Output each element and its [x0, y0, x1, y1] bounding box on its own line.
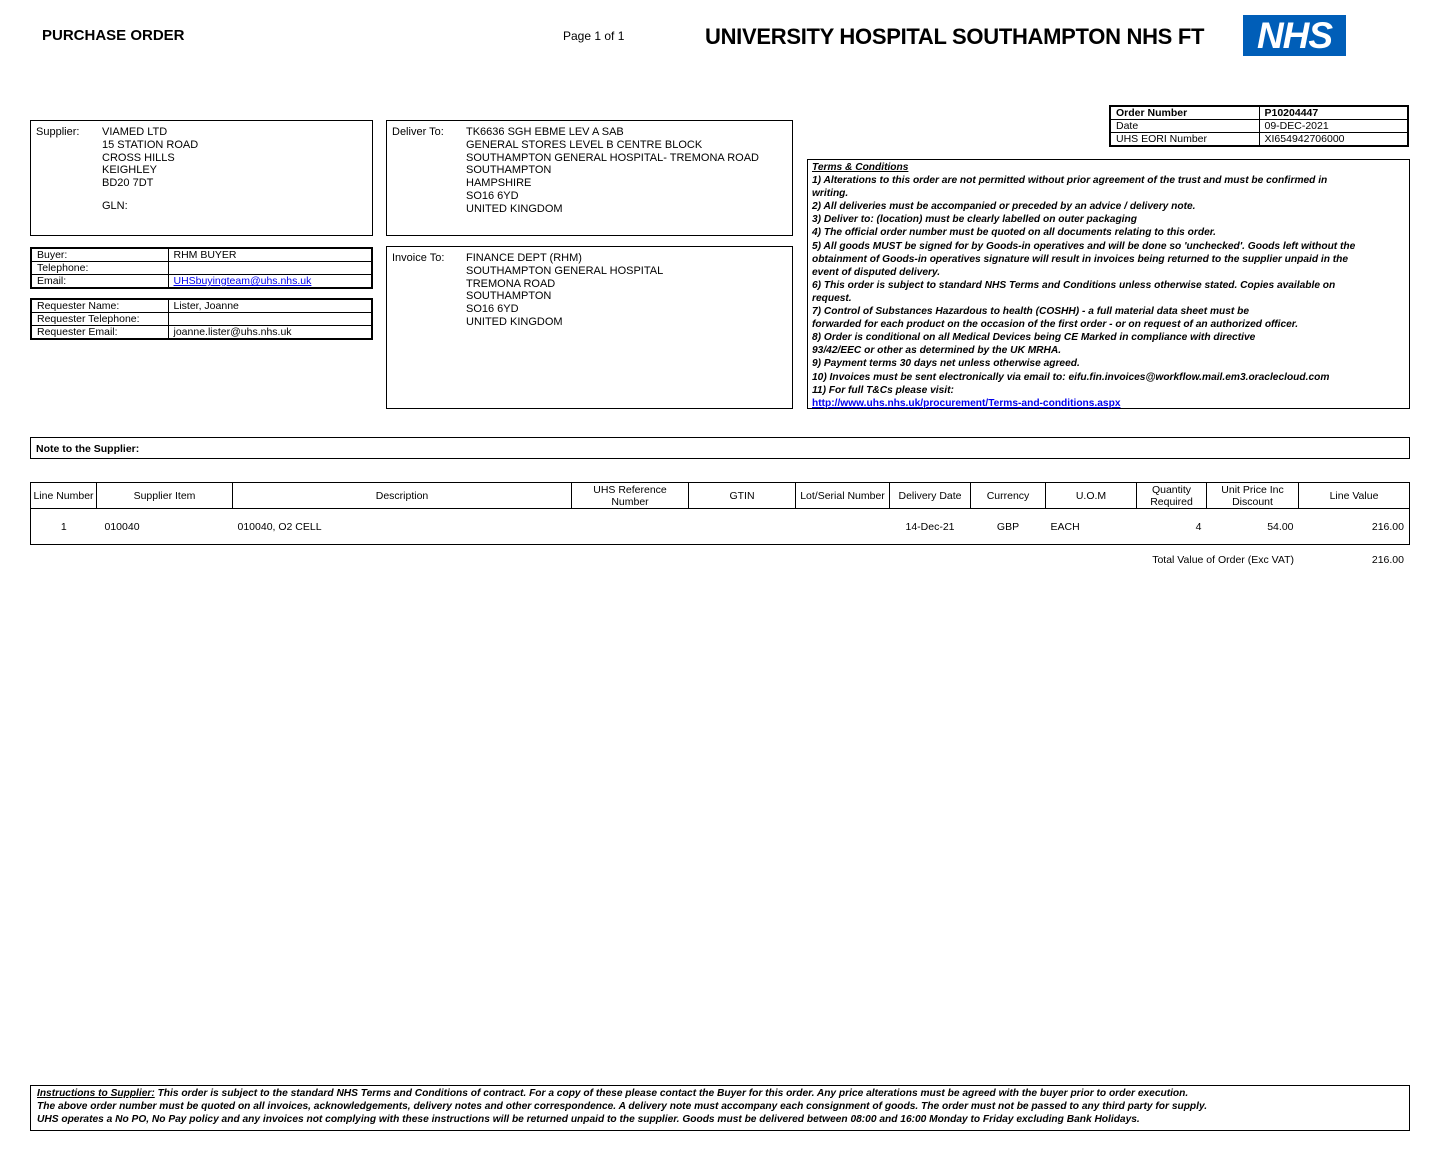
supplier-box — [30, 120, 373, 236]
terms-line: 6) This order is subject to standard NHS Terms and Conditions unless otherwise stated. Copies available on — [812, 279, 1336, 291]
col-quantity: Quantity Required — [1137, 483, 1207, 509]
col-unit-price: Unit Price Inc Discount — [1207, 483, 1299, 509]
eori-value: XI654942706000 — [1259, 133, 1408, 147]
address-line: HAMPSHIRE — [466, 177, 532, 190]
terms-title: Terms & Conditions — [812, 162, 909, 173]
terms-line: 7) Control of Substances Hazardous to health (COSHH) - a full material data sheet must be — [812, 306, 1249, 318]
document-title: PURCHASE ORDER — [42, 27, 185, 44]
address-line: TK6636 SGH EBME LEV A SAB — [466, 126, 624, 138]
col-supplier-item: Supplier Item — [97, 483, 233, 509]
invoice-to-box — [386, 246, 793, 409]
requester-table — [30, 298, 373, 340]
cell-quantity: 4 — [1195, 520, 1202, 533]
supplier-address — [102, 126, 198, 190]
note-to-supplier-box — [30, 437, 1410, 459]
address-line: 15 STATION ROAD — [102, 138, 199, 151]
col-delivery-date: Delivery Date — [890, 483, 971, 509]
address-line: GENERAL STORES LEVEL B CENTRE BLOCK — [466, 138, 703, 151]
invoice-to-address — [466, 252, 663, 329]
terms-line: 11) For full T&Cs please visit: — [812, 384, 954, 396]
terms-link[interactable]: http://www.uhs.nhs.uk/procurement/Terms-and-conditions.aspx — [812, 397, 1121, 409]
terms-line: obtainment of Goods-in operatives signature will result in invoices being returned to the supplier unpaid in the — [812, 253, 1349, 265]
page-number: Page 1 of 1 — [563, 29, 625, 43]
requester-email-value: joanne.lister@uhs.nhs.uk — [168, 326, 372, 340]
supplier-label: Supplier: — [36, 126, 80, 138]
date-label: Date — [1110, 120, 1259, 133]
address-line: SOUTHAMPTON — [466, 290, 552, 303]
col-uhs-reference: UHS Reference Number — [572, 483, 689, 509]
address-line: VIAMED LTD — [102, 126, 168, 138]
email-label: Email: — [31, 275, 168, 289]
col-gtin: GTIN — [689, 483, 796, 509]
buyer-email-link[interactable]: UHSbuyingteam@uhs.nhs.uk — [173, 275, 312, 287]
address-line: UNITED KINGDOM — [466, 315, 563, 328]
cell-lot-serial — [796, 509, 890, 545]
order-number-label: Order Number — [1110, 106, 1259, 120]
date-value: 09-DEC-2021 — [1259, 120, 1408, 133]
col-lot-serial: Lot/Serial Number — [796, 483, 890, 509]
cell-delivery-date: 14-Dec-21 — [905, 520, 955, 533]
deliver-to-label: Deliver To: — [392, 126, 444, 138]
terms-line: 10) Invoices must be sent electronically via email to: eifu.fin.invoices@workflow.mail.em3.oraclecloud.com — [812, 371, 1330, 383]
address-line: UNITED KINGDOM — [466, 202, 563, 215]
nhs-logo: NHS — [1243, 15, 1346, 56]
terms-line: writing. — [812, 188, 849, 200]
terms-line: request. — [812, 292, 852, 304]
address-line: CROSS HILLS — [102, 151, 175, 164]
terms-line: 2) All deliveries must be accompanied or preceded by an advice / delivery note. — [812, 201, 1196, 213]
requester-telephone-value — [168, 313, 372, 326]
deliver-to-address — [466, 126, 759, 216]
order-number-value: P10204447 — [1259, 106, 1408, 120]
terms-line: 1) Alterations to this order are not permitted without prior agreement of the trust and must be confirmed in — [812, 175, 1328, 187]
date-row — [1110, 120, 1408, 133]
organisation-name: UNIVERSITY HOSPITAL SOUTHAMPTON NHS FT — [705, 24, 1205, 49]
terms-line: 3) Deliver to: (location) must be clearly labelled on outer packaging — [812, 214, 1137, 226]
terms-box — [807, 159, 1410, 409]
terms-line: 93/42/EEC or other as determined by the UK MRHA. — [812, 345, 1062, 357]
requester-telephone-label: Requester Telephone: — [31, 313, 168, 326]
total-value: 216.00 — [1371, 554, 1404, 566]
address-line: SOUTHAMPTON GENERAL HOSPITAL — [466, 264, 664, 277]
address-line: FINANCE DEPT (RHM) — [466, 252, 582, 264]
instructions-line: This order is subject to the standard NHS Terms and Conditions of contract. For a copy of these please contact the Buyer for this order. Any price alterations must be agreed with the buyer prior to order execution. — [154, 1088, 1189, 1099]
supplier-instructions-box — [30, 1085, 1410, 1131]
cell-uom: EACH — [1050, 520, 1080, 533]
col-uom: U.O.M — [1046, 483, 1137, 509]
address-line: SOUTHAMPTON — [466, 164, 552, 177]
instructions-line: UHS operates a No PO, No Pay policy and any invoices not complying with these instructions will be returned unpaid to the supplier. Goods must be delivered between 08:00 and 16:00 Monday to Friday excluding Bank Holidays. — [37, 1114, 1140, 1125]
order-number-row — [1110, 106, 1408, 120]
terms-line: event of disputed delivery. — [812, 266, 941, 278]
instructions-heading: Instructions to Supplier: — [37, 1088, 155, 1099]
col-currency: Currency — [971, 483, 1046, 509]
address-line: SOUTHAMPTON GENERAL HOSPITAL- TREMONA ROAD — [466, 151, 759, 164]
eori-row — [1110, 133, 1408, 147]
address-line: SO16 6YD — [466, 303, 519, 316]
buyer-value: RHM BUYER — [168, 248, 372, 262]
cell-description: 010040, O2 CELL — [237, 520, 322, 533]
cell-unit-price: 54.00 — [1267, 520, 1294, 533]
note-label: Note to the Supplier: — [36, 443, 140, 455]
col-description: Description — [233, 483, 572, 509]
order-info-table — [1109, 105, 1409, 147]
cell-gtin — [689, 509, 796, 545]
cell-currency: GBP — [996, 520, 1020, 533]
requester-name-label: Requester Name: — [31, 299, 168, 313]
deliver-to-box — [386, 120, 793, 236]
total-label: Total Value of Order (Exc VAT) — [1152, 554, 1294, 566]
table-row — [31, 509, 1410, 545]
terms-line: 9) Payment terms 30 days net unless otherwise agreed. — [812, 358, 1080, 370]
address-line: BD20 7DT — [102, 177, 154, 190]
telephone-label: Telephone: — [31, 262, 168, 275]
table-header-row — [31, 483, 1410, 509]
terms-line: 5) All goods MUST be signed for by Goods-in operatives and will be done so 'unchecked'. Goods left without the — [812, 240, 1356, 252]
invoice-to-label: Invoice To: — [392, 252, 445, 264]
address-line: KEIGHLEY — [102, 164, 158, 177]
address-line: SO16 6YD — [466, 189, 519, 202]
terms-line: 8) Order is conditional on all Medical Devices being CE Marked in compliance with directive — [812, 332, 1256, 344]
line-items-table — [30, 482, 1410, 545]
requester-email-label: Requester Email: — [31, 326, 168, 340]
cell-supplier-item: 010040 — [104, 520, 140, 533]
cell-uhs-reference — [572, 509, 689, 545]
terms-line: 4) The official order number must be quoted on all documents relating to this order. — [812, 227, 1216, 239]
col-line-number: Line Number — [31, 483, 97, 509]
cell-line-number: 1 — [60, 520, 67, 533]
requester-name-value: Lister, Joanne — [168, 299, 372, 313]
terms-line: forwarded for each product on the occasion of the first order - or on request of an authorized officer. — [812, 319, 1299, 331]
col-line-value: Line Value — [1299, 483, 1410, 509]
cell-line-value: 216.00 — [1371, 520, 1404, 533]
buyer-label: Buyer: — [31, 248, 168, 262]
instructions-line: The above order number must be quoted on all invoices, acknowledgements, delivery notes and other correspondence. A delivery note must accompany each consignment of goods. The order must not be passed to any third party for supply. — [37, 1101, 1208, 1112]
gln-label: GLN: — [102, 200, 128, 212]
buyer-table — [30, 247, 373, 289]
telephone-value — [168, 262, 372, 275]
eori-label: UHS EORI Number — [1110, 133, 1259, 147]
address-line: TREMONA ROAD — [466, 277, 556, 290]
